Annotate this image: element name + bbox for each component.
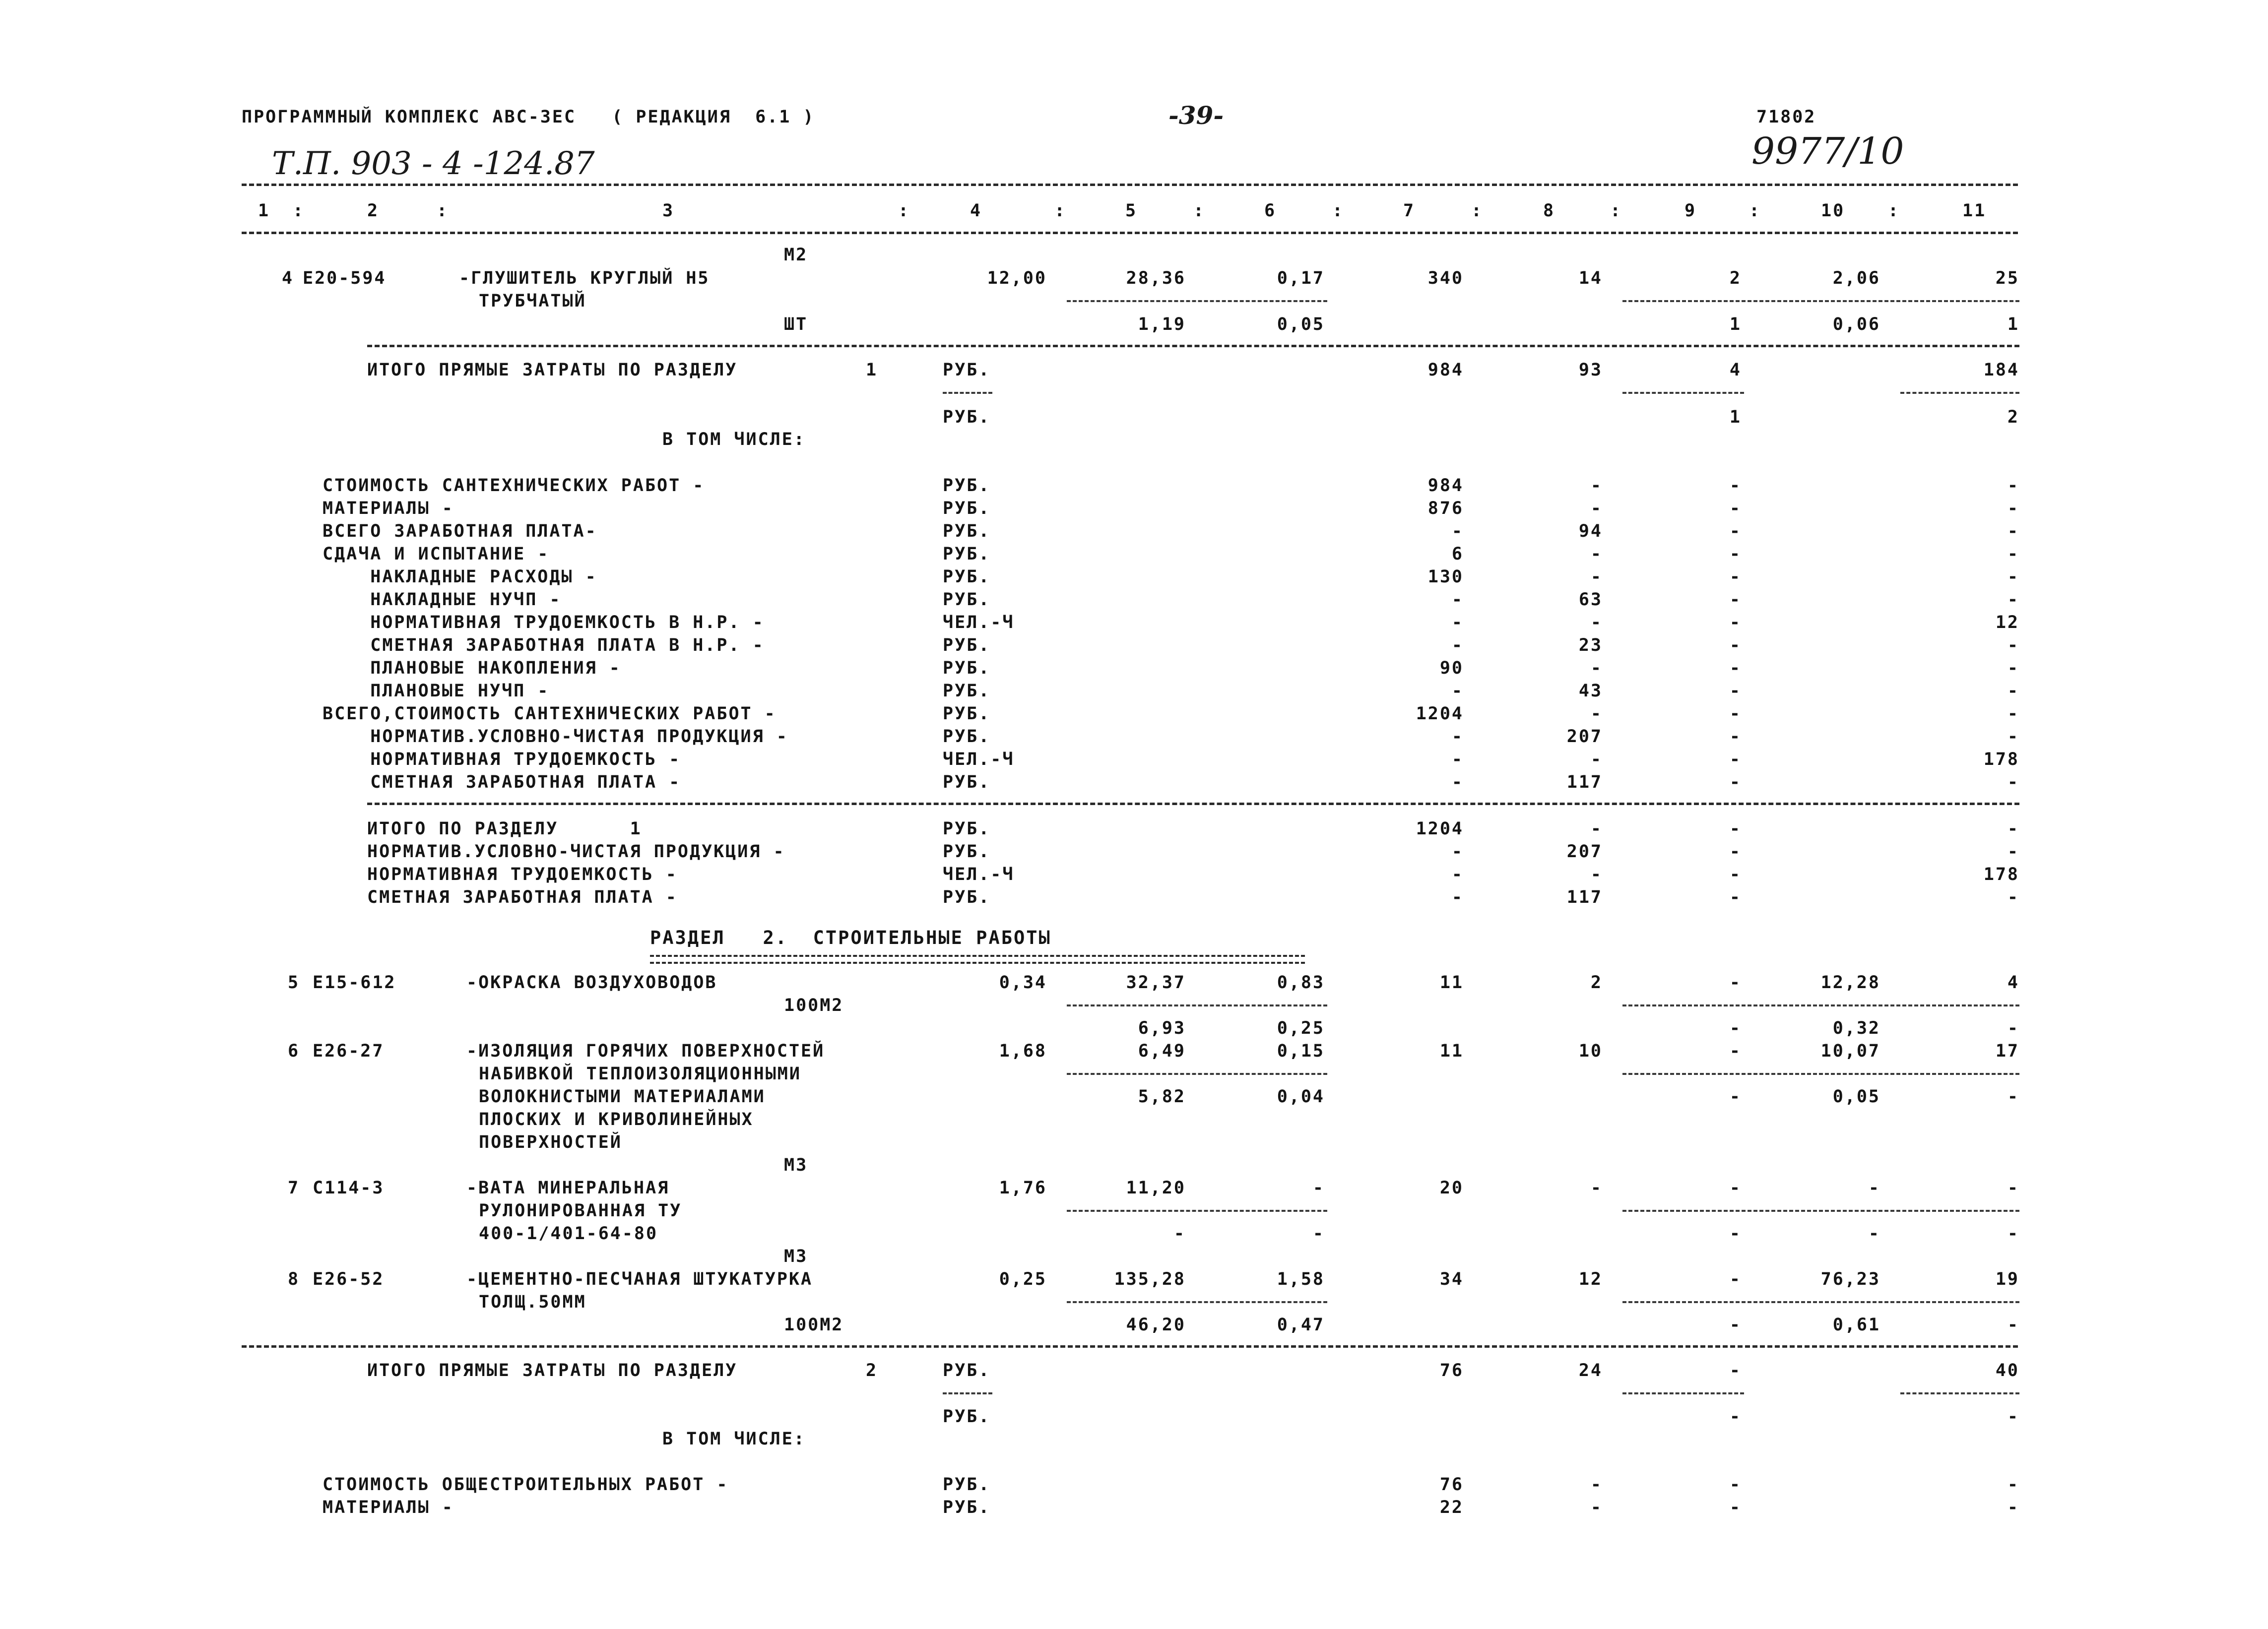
breakdown-label: СМЕТНАЯ ЗАРАБОТНАЯ ПЛАТА - [367, 887, 678, 907]
breakdown-label: СТОИМОСТЬ ОБЩЕСТРОИТЕЛЬНЫХ РАБОТ - [323, 1475, 729, 1495]
sub-rule [1622, 1073, 2019, 1075]
cell-quantity: 12,00 [987, 268, 1047, 288]
item-number: 8 [288, 1269, 300, 1289]
cell-total-cost: 76 [1439, 1475, 1464, 1495]
including-heading: В ТОМ ЧИСЛЕ: [662, 430, 806, 449]
cell-machine: - [1729, 1407, 1742, 1427]
cell-unit-cost: 6,49 [1138, 1041, 1186, 1061]
breakdown-unit: РУБ. [943, 772, 991, 792]
cell-machine: - [1729, 1475, 1742, 1495]
breakdown-label: ПЛАНОВЫЕ НАКОПЛЕНИЯ - [323, 658, 621, 678]
cell-total-cost: 340 [1427, 268, 1464, 288]
sub-rule [943, 1392, 992, 1394]
cell-labor-total: 178 [1983, 750, 2019, 769]
cell-unit-cost: 6,93 [1138, 1018, 1186, 1038]
breakdown-unit: РУБ. [943, 590, 991, 610]
cell-total-cost: 76 [1439, 1361, 1464, 1380]
item-name-continued: ПЛОСКИХ И КРИВОЛИНЕЙНЫХ [479, 1110, 754, 1129]
cell-total-cost: - [1451, 613, 1464, 632]
cell-machine: - [1729, 521, 1742, 541]
cell-total-wage: - [1590, 750, 1603, 769]
breakdown-label: СДАЧА И ИСПЫТАНИЕ - [323, 544, 550, 564]
total-label: ИТОГО ПРЯМЫЕ ЗАТРАТЫ ПО РАЗДЕЛУ [367, 1361, 738, 1380]
cell-unit-wage: 0,83 [1277, 973, 1325, 993]
breakdown-label: НАКЛАДНЫЕ НУЧП - [323, 590, 562, 610]
cell-total-wage: 24 [1578, 1361, 1603, 1380]
cell-machine: - [1729, 1018, 1742, 1038]
cell-labor-total: 25 [1995, 268, 2019, 288]
handwritten-sheet-number: 9977/10 [1751, 130, 1904, 173]
item-unit: М3 [784, 1247, 808, 1266]
sub-rule [1622, 1210, 2019, 1212]
cell-total-wage: - [1590, 819, 1603, 839]
cell-total-wage: - [1590, 704, 1603, 724]
breakdown-label: СМЕТНАЯ ЗАРАБОТНАЯ ПЛАТА В Н.Р. - [323, 635, 765, 655]
item-name-continued: ТРУБЧАТЫЙ [479, 291, 586, 311]
cell-labor-total: - [2007, 704, 2019, 724]
cell-total-wage: - [1590, 1178, 1603, 1198]
section-title-underline [650, 955, 1305, 964]
cell-labor-total: - [2007, 772, 2019, 792]
cell-total-cost: - [1451, 681, 1464, 701]
cell-unit-wage: 0,25 [1277, 1018, 1325, 1038]
cell-labor-unit: 0,05 [1832, 1087, 1880, 1107]
cell-total-cost: - [1451, 750, 1464, 769]
cell-labor-unit: 0,61 [1832, 1315, 1880, 1335]
cell-total-wage: - [1590, 865, 1603, 884]
cell-unit-wage: 0,15 [1277, 1041, 1325, 1061]
handwritten-doc-id: Т.П. 903 - 4 -124.87 [272, 145, 595, 182]
cell-unit-wage: 0,05 [1277, 314, 1325, 334]
cell-total-cost: 34 [1439, 1269, 1464, 1289]
cell-total-wage: - [1590, 613, 1603, 632]
cell-unit-cost: 46,20 [1126, 1315, 1186, 1335]
column-number: 6 [1264, 201, 1277, 221]
column-number: 7 [1403, 201, 1416, 221]
cell-total-cost: 984 [1427, 476, 1464, 496]
total-unit: РУБ. [943, 1361, 991, 1380]
cell-labor-total: 178 [1983, 865, 2019, 884]
project-code: 71802 [1756, 107, 1816, 127]
cell-labor-total: - [2007, 590, 2019, 610]
cell-labor-total: - [2007, 1498, 2019, 1517]
sub-rule [1622, 392, 1744, 394]
header-rule-bottom [242, 232, 2018, 234]
cell-total-cost: - [1451, 521, 1464, 541]
cell-machine: - [1729, 819, 1742, 839]
cell-machine: - [1729, 635, 1742, 655]
breakdown-unit: РУБ. [943, 499, 991, 518]
breakdown-unit: РУБ. [943, 887, 991, 907]
breakdown-unit: РУБ. [943, 658, 991, 678]
cell-labor-total: - [2007, 476, 2019, 496]
cell-total-cost: 20 [1439, 1178, 1464, 1198]
cell-labor-total: 17 [1995, 1041, 2019, 1061]
breakdown-unit: РУБ. [943, 476, 991, 496]
breakdown-unit: РУБ. [943, 1498, 991, 1517]
cell-quantity: 0,25 [999, 1269, 1047, 1289]
cell-labor-total: 1 [2007, 314, 2019, 334]
cell-machine: - [1729, 658, 1742, 678]
cell-labor-unit: 12,28 [1820, 973, 1880, 993]
breakdown-unit: ЧЕЛ.-Ч [943, 613, 1015, 632]
cell-total-cost: 22 [1439, 1498, 1464, 1517]
cell-total-wage: 63 [1578, 590, 1603, 610]
item-name-continued: ТОЛЩ.50ММ [479, 1292, 586, 1312]
cell-total-cost: 130 [1427, 567, 1464, 587]
breakdown-label: ВСЕГО ЗАРАБОТНАЯ ПЛАТА- [323, 521, 597, 541]
cell-machine: - [1729, 1498, 1742, 1517]
breakdown-label: ИТОГО ПО РАЗДЕЛУ 1 [367, 819, 642, 839]
cell-total-cost: 984 [1427, 360, 1464, 380]
breakdown-label: ВСЕГО,СТОИМОСТЬ САНТЕХНИЧЕСКИХ РАБОТ - [323, 704, 777, 724]
cell-total-cost: - [1451, 635, 1464, 655]
item-unit: М2 [784, 245, 808, 265]
item-name: -ВАТА МИНЕРАЛЬНАЯ [466, 1178, 670, 1198]
cell-total-wage: 117 [1566, 772, 1603, 792]
column-number: 1 [258, 201, 270, 221]
cell-labor-total: - [2007, 1178, 2019, 1198]
breakdown-unit: РУБ. [943, 521, 991, 541]
cell-labor-total: 2 [2007, 407, 2019, 427]
cell-labor-total: - [2007, 727, 2019, 747]
total-unit: РУБ. [943, 1407, 991, 1427]
total-unit: РУБ. [943, 360, 991, 380]
cell-total-cost: - [1451, 772, 1464, 792]
sub-rule [1067, 1004, 1327, 1006]
cell-machine: 1 [1729, 407, 1742, 427]
cell-labor-total: 40 [1995, 1361, 2019, 1380]
cell-labor-total: - [2007, 819, 2019, 839]
breakdown-unit: РУБ. [943, 819, 991, 839]
item-number: 6 [288, 1041, 300, 1061]
cell-machine: - [1729, 499, 1742, 518]
cell-total-cost: 1204 [1416, 819, 1464, 839]
cell-machine: - [1729, 973, 1742, 993]
cell-total-cost: - [1451, 842, 1464, 862]
item-name: -ГЛУШИТЕЛЬ КРУГЛЫЙ Н5 [459, 268, 710, 288]
cell-machine: - [1729, 1361, 1742, 1380]
section-rule [367, 803, 2019, 805]
cell-total-cost: - [1451, 727, 1464, 747]
column-number: 3 [662, 201, 675, 221]
cell-machine: - [1729, 1041, 1742, 1061]
cell-quantity: 1,76 [999, 1178, 1047, 1198]
section-rule [367, 345, 2019, 347]
cell-machine: - [1729, 590, 1742, 610]
cell-total-cost: 11 [1439, 973, 1464, 993]
sub-rule [1067, 1073, 1327, 1075]
cell-total-wage: - [1590, 476, 1603, 496]
total-section-number: 1 [866, 360, 878, 380]
cell-labor-unit: 0,06 [1832, 314, 1880, 334]
cell-total-wage: 43 [1578, 681, 1603, 701]
breakdown-unit: РУБ. [943, 635, 991, 655]
cell-total-wage: 12 [1578, 1269, 1603, 1289]
cell-labor-total: - [2007, 1315, 2019, 1335]
column-number: 11 [1962, 201, 1987, 221]
sub-rule [1900, 1392, 2019, 1394]
cell-unit-cost: 5,82 [1138, 1087, 1186, 1107]
breakdown-label: СТОИМОСТЬ САНТЕХНИЧЕСКИХ РАБОТ - [323, 476, 705, 496]
cell-labor-total: - [2007, 1224, 2019, 1244]
breakdown-label: МАТЕРИАЛЫ - [323, 1498, 454, 1517]
item-code: Е26-27 [313, 1041, 385, 1061]
item-name: -ЦЕМЕНТНО-ПЕСЧАНАЯ ШТУКАТУРКА [466, 1269, 813, 1289]
breakdown-label: НОРМАТИВНАЯ ТРУДОЕМКОСТЬ В Н.Р. - [323, 613, 765, 632]
column-number: 4 [970, 201, 982, 221]
cell-quantity: 0,34 [999, 973, 1047, 993]
cell-labor-total: - [2007, 521, 2019, 541]
cell-total-wage: - [1590, 499, 1603, 518]
cell-machine: 1 [1729, 314, 1742, 334]
cell-labor-total: 4 [2007, 973, 2019, 993]
breakdown-label: СМЕТНАЯ ЗАРАБОТНАЯ ПЛАТА - [323, 772, 681, 792]
cell-machine: - [1729, 887, 1742, 907]
section-2-title: РАЗДЕЛ 2. СТРОИТЕЛЬНЫЕ РАБОТЫ [650, 927, 1051, 948]
item-name-continued: НАБИВКОЙ ТЕПЛОИЗОЛЯЦИОННЫМИ [479, 1064, 801, 1084]
cell-unit-wage: - [1312, 1178, 1325, 1198]
cell-unit-cost: 11,20 [1126, 1178, 1186, 1198]
cell-total-cost: - [1451, 590, 1464, 610]
cell-total-wage: 207 [1566, 842, 1603, 862]
cell-machine: - [1729, 613, 1742, 632]
breakdown-label: НАКЛАДНЫЕ РАСХОДЫ - [323, 567, 597, 587]
cell-total-wage: - [1590, 544, 1603, 564]
item-unit: 100М2 [784, 996, 844, 1015]
cell-unit-wage: - [1312, 1224, 1325, 1244]
cell-labor-total: - [2007, 658, 2019, 678]
cell-machine: - [1729, 1178, 1742, 1198]
section-rule [242, 1345, 2018, 1348]
item-name-continued: РУЛОНИРОВАННАЯ ТУ [479, 1201, 682, 1221]
cell-machine: - [1729, 842, 1742, 862]
cell-total-wage: 10 [1578, 1041, 1603, 1061]
breakdown-unit: РУБ. [943, 544, 991, 564]
cell-labor-unit: 2,06 [1832, 268, 1880, 288]
cell-labor-total: - [2007, 499, 2019, 518]
column-number: 9 [1685, 201, 1697, 221]
cell-machine: - [1729, 567, 1742, 587]
cell-labor-total: - [2007, 842, 2019, 862]
cell-machine: - [1729, 750, 1742, 769]
cell-total-wage: - [1590, 658, 1603, 678]
cell-total-wage: 2 [1590, 973, 1603, 993]
item-code: Е26-52 [313, 1269, 385, 1289]
breakdown-unit: РУБ. [943, 842, 991, 862]
sub-rule [1622, 300, 2019, 302]
cell-unit-cost: 1,19 [1138, 314, 1186, 334]
cell-machine: - [1729, 476, 1742, 496]
sub-rule [1622, 1004, 2019, 1006]
cell-total-wage: - [1590, 1475, 1603, 1495]
cell-machine: - [1729, 1315, 1742, 1335]
cell-unit-cost: 28,36 [1126, 268, 1186, 288]
cell-total-wage: - [1590, 567, 1603, 587]
cell-machine: 4 [1729, 360, 1742, 380]
cell-total-wage: - [1590, 1498, 1603, 1517]
breakdown-label: НОРМАТИВ.УСЛОВНО-ЧИСТАЯ ПРОДУКЦИЯ - [323, 727, 788, 747]
item-unit: ШТ [784, 314, 808, 334]
cell-total-wage: 93 [1578, 360, 1603, 380]
cell-total-cost: 90 [1439, 658, 1464, 678]
sub-rule [1067, 1301, 1327, 1303]
sub-rule [1067, 300, 1327, 302]
page-number: -39- [1168, 101, 1224, 130]
cell-unit-cost: 32,37 [1126, 973, 1186, 993]
item-name: -ОКРАСКА ВОЗДУХОВОДОВ [466, 973, 717, 993]
cell-labor-unit: 0,32 [1832, 1018, 1880, 1038]
breakdown-unit: РУБ. [943, 727, 991, 747]
breakdown-unit: РУБ. [943, 704, 991, 724]
breakdown-label: НОРМАТИВ.УСЛОВНО-ЧИСТАЯ ПРОДУКЦИЯ - [367, 842, 785, 862]
item-code: С114-3 [313, 1178, 385, 1198]
cell-labor-total: 184 [1983, 360, 2019, 380]
cell-unit-wage: 1,58 [1277, 1269, 1325, 1289]
cell-machine: - [1729, 681, 1742, 701]
total-label: ИТОГО ПРЯМЫЕ ЗАТРАТЫ ПО РАЗДЕЛУ [367, 360, 738, 380]
cell-total-wage: 117 [1566, 887, 1603, 907]
breakdown-unit: РУБ. [943, 567, 991, 587]
cell-unit-wage: 0,04 [1277, 1087, 1325, 1107]
cell-machine: - [1729, 772, 1742, 792]
breakdown-label: ПЛАНОВЫЕ НУЧП - [323, 681, 550, 701]
item-unit: 100М2 [784, 1315, 844, 1335]
cell-machine: - [1729, 1224, 1742, 1244]
cell-total-wage: 14 [1578, 268, 1603, 288]
cell-total-cost: 6 [1451, 544, 1464, 564]
cell-labor-unit: - [1868, 1224, 1880, 1244]
including-heading: В ТОМ ЧИСЛЕ: [662, 1429, 806, 1449]
cell-quantity: 1,68 [999, 1041, 1047, 1061]
cell-labor-unit: 76,23 [1820, 1269, 1880, 1289]
cell-total-wage: 23 [1578, 635, 1603, 655]
cell-labor-unit: - [1868, 1178, 1880, 1198]
column-number: 10 [1821, 201, 1845, 221]
cell-machine: - [1729, 544, 1742, 564]
item-code: Е15-612 [313, 973, 396, 993]
cell-total-wage: 207 [1566, 727, 1603, 747]
cell-labor-total: - [2007, 1475, 2019, 1495]
cell-labor-total: - [2007, 567, 2019, 587]
item-name: -ИЗОЛЯЦИЯ ГОРЯЧИХ ПОВЕРХНОСТЕЙ [466, 1041, 825, 1061]
breakdown-label: МАТЕРИАЛЫ - [323, 499, 454, 518]
item-name-continued: 400-1/401-64-80 [479, 1224, 658, 1244]
breakdown-unit: ЧЕЛ.-Ч [943, 865, 1015, 884]
cell-total-wage: 94 [1578, 521, 1603, 541]
column-number: 5 [1125, 201, 1138, 221]
cell-machine: - [1729, 1087, 1742, 1107]
item-number: 5 [288, 973, 300, 993]
cell-machine: - [1729, 1269, 1742, 1289]
cell-labor-total: - [2007, 1087, 2019, 1107]
cell-unit-wage: 0,47 [1277, 1315, 1325, 1335]
cell-total-cost: 11 [1439, 1041, 1464, 1061]
cell-labor-total: - [2007, 887, 2019, 907]
item-name-continued: ВОЛОКНИСТЫМИ МАТЕРИАЛАМИ [479, 1087, 766, 1107]
sub-rule [943, 392, 992, 394]
cell-labor-total: 19 [1995, 1269, 2019, 1289]
item-number: 4 [282, 268, 294, 288]
column-number: 2 [367, 201, 380, 221]
cell-unit-cost: - [1173, 1224, 1186, 1244]
sub-rule [1622, 1392, 1744, 1394]
cell-labor-total: - [2007, 1018, 2019, 1038]
cell-total-cost: 1204 [1416, 704, 1464, 724]
column-number: 8 [1543, 201, 1555, 221]
sub-rule [1622, 1301, 2019, 1303]
cell-machine: 2 [1729, 268, 1742, 288]
item-unit: М3 [784, 1155, 808, 1175]
cell-machine: - [1729, 704, 1742, 724]
cell-total-cost: 876 [1427, 499, 1464, 518]
cell-labor-total: - [2007, 1407, 2019, 1427]
breakdown-unit: РУБ. [943, 681, 991, 701]
cell-labor-total: - [2007, 544, 2019, 564]
breakdown-label: НОРМАТИВНАЯ ТРУДОЕМКОСТЬ - [367, 865, 678, 884]
item-name-continued: ПОВЕРХНОСТЕЙ [479, 1132, 622, 1152]
total-section-number: 2 [866, 1361, 878, 1380]
cell-unit-cost: 135,28 [1114, 1269, 1186, 1289]
cell-unit-wage: 0,17 [1277, 268, 1325, 288]
sub-rule [1067, 1210, 1327, 1212]
sub-rule [1900, 392, 2019, 394]
cell-labor-total: 12 [1995, 613, 2019, 632]
cell-labor-unit: 10,07 [1820, 1041, 1880, 1061]
cell-machine: - [1729, 865, 1742, 884]
breakdown-label: НОРМАТИВНАЯ ТРУДОЕМКОСТЬ - [323, 750, 681, 769]
total-unit: РУБ. [943, 407, 991, 427]
breakdown-unit: ЧЕЛ.-Ч [943, 750, 1015, 769]
item-number: 7 [288, 1178, 300, 1198]
estimate-sheet: ПРОГРАММНЫЙ КОМПЛЕКС АВС-ЗЕС ( РЕДАКЦИЯ 6.1 ) -39- 71802 Т.П. 903 - 4 -124.87 9977/10 1 2 3 4 5 6 7 8 9 10 11 : : : : : : : : : : М2 4 Е20-594 -ГЛУШИТЕЛЬ КРУГЛЫЙ Н5 ТРУБЧАТЫЙ 12,00 28,36 0,17 340 14 2 2,06 25 ШТ 1,19 0,05 1 0,06 1 ИТОГО ПРЯМЫЕ ЗАТРАТЫ ПО РАЗДЕЛУ 1 РУБ. 984 93 4 184 РУБ. 1 2 В ТОМ ЧИСЛЕ: СТОИМОСТЬ САНТЕХНИЧЕСКИХ РАБОТ - РУБ. 984 - - - МАТЕРИАЛЫ - РУБ. 876 - - - ВСЕГО ЗАРАБОТНАЯ ПЛАТА- РУБ. - 94 - - СДАЧА И ИСПЫТАНИЕ - РУБ. 6 - - - НАКЛАДНЫЕ РАСХОДЫ - РУБ. 130 - - - НАКЛАДНЫЕ НУЧП - РУБ. - 63 - - НОРМАТИВНАЯ ТРУДОЕМКОСТЬ В Н.Р. - ЧЕЛ.-Ч - - - 12 СМЕТНАЯ ЗАРАБОТНАЯ ПЛАТА В Н.Р. - РУБ. - 23 - - ПЛАНОВЫЕ НАКОПЛЕНИЯ - РУБ. 90 - - - ПЛАНОВЫЕ НУЧП - РУБ. - 43 - - ВСЕГО,СТОИМОСТЬ САНТЕХНИЧЕСКИХ РАБОТ - РУБ. 1204 - - - НОРМАТИВ.УСЛОВНО-ЧИСТАЯ ПРОДУКЦИЯ - РУБ. - 207 - - НОРМАТИВНАЯ ТРУДОЕМКОСТЬ - ЧЕЛ.-Ч - - - 178 СМЕТНАЯ ЗАРАБОТНАЯ ПЛАТА - РУБ. - 117 - - ИТОГО ПО РАЗДЕЛУ 1 РУБ. 1204 - - - НОРМАТИВ.УСЛОВНО-ЧИСТАЯ ПРОДУКЦИЯ - РУБ. - 207 - - НОРМАТИВНАЯ ТРУДОЕМКОСТЬ - ЧЕЛ.-Ч - - - 178 СМЕТНАЯ ЗАРАБОТНАЯ ПЛАТА - РУБ. - 117 - - РАЗДЕЛ 2. СТРОИТЕЛЬНЫЕ РАБОТЫ 5 Е15-612 -ОКРАСКА ВОЗДУХОВОДОВ 100М2 0,34 32,37 0,83 11 2 - 12,28 4 6,93 0,25 - 0,32 - 6 Е26-27 -ИЗОЛЯЦИЯ ГОРЯЧИХ ПОВЕРХНОСТЕЙ НАБИВКОЙ ТЕПЛОИЗОЛЯЦИОННЫМИ ВОЛОКНИСТЫМИ МАТЕРИАЛАМИ ПЛОСКИХ И КРИВОЛИНЕЙНЫХ ПОВЕРХНОСТЕЙ М3 1,68 6,49 0,15 11 10 - 10,07 17 5,82 0,04 - 0,05 - 7 С114-3 -ВАТА МИНЕРАЛЬНАЯ РУЛОНИРОВАННАЯ ТУ 400-1/401-64-80 М3 1,76 11,20 - 20 - - - - - - - - - 8 Е26-52 -ЦЕМЕНТНО-ПЕСЧАНАЯ ШТУКАТУРКА ТОЛЩ.50ММ 100М2 0,25 135,28 1,58 34 12 - 76,23 19 46,20 0,47 - 0,61 - ИТОГО ПРЯМЫЕ ЗАТРАТЫ ПО РАЗДЕЛУ 2 РУБ. 76 24 - 40 РУБ. - - В ТОМ ЧИСЛЕ: СТОИМОСТЬ ОБЩЕСТРОИТЕЛЬНЫХ РАБОТ - РУБ. 76 - - - МАТЕРИАЛЫ - РУБ. 22 - - - [242, 101, 2019, 1517]
cell-labor-total: - [2007, 635, 2019, 655]
item-code: Е20-594 [303, 268, 387, 288]
breakdown-unit: РУБ. [943, 1475, 991, 1495]
cell-machine: - [1729, 727, 1742, 747]
program-title: ПРОГРАММНЫЙ КОМПЛЕКС АВС-ЗЕС ( РЕДАКЦИЯ 6.1 ) [242, 107, 815, 127]
cell-labor-total: - [2007, 681, 2019, 701]
header-rule-top [242, 184, 2018, 186]
cell-total-cost: - [1451, 887, 1464, 907]
cell-total-cost: - [1451, 865, 1464, 884]
